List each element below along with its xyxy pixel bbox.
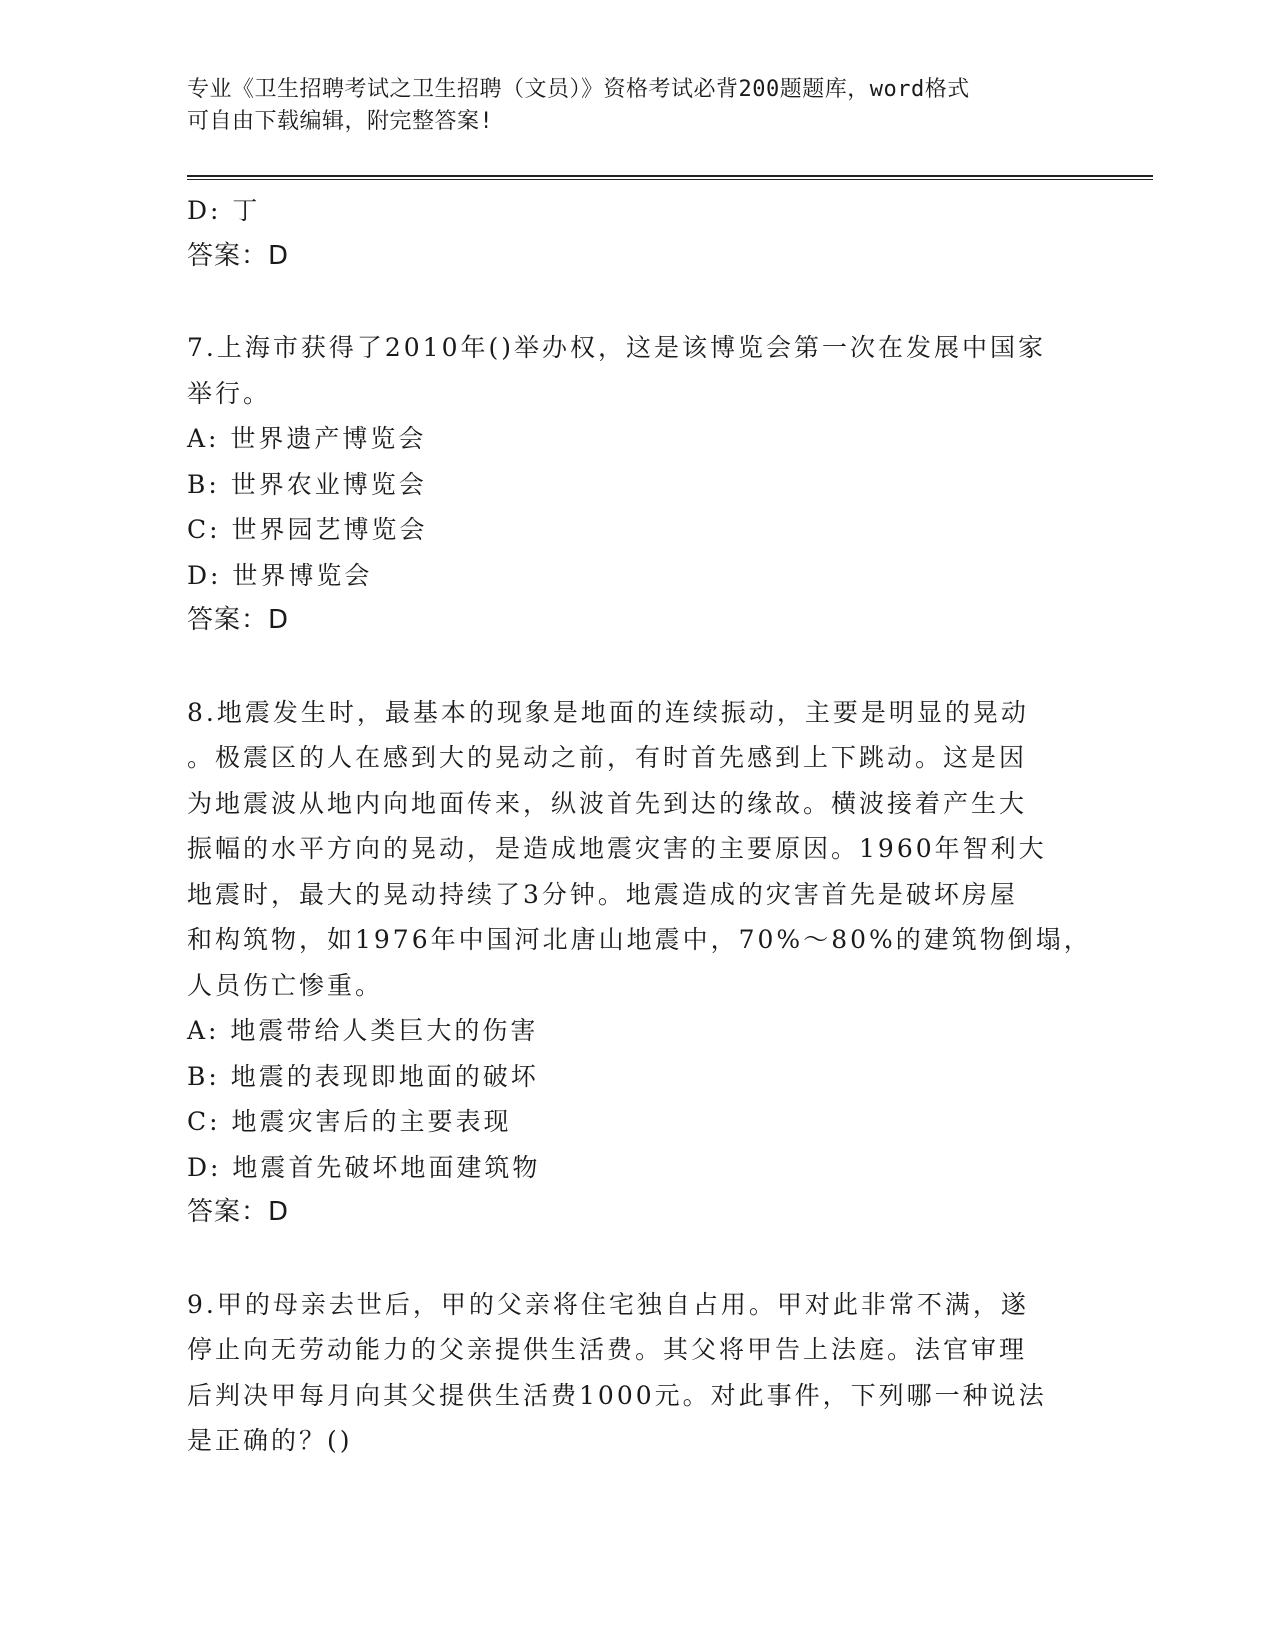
spacer xyxy=(187,279,1067,325)
option-b: B: 地震的表现即地面的破坏 xyxy=(187,1061,539,1091)
document-body xyxy=(187,188,1092,1464)
header-line-2: 可自由下载编辑，附完整答案! xyxy=(187,109,494,134)
question-line: 为地震波从地内向地面传来，纵波首先到达的缘故。横波接着产生大 xyxy=(187,788,1028,818)
question-line: 和构筑物，如1976年中国河北唐山地震中，70%～80%的建筑物倒塌， xyxy=(187,925,1092,954)
question-7 xyxy=(187,325,1067,644)
header-line-1: 专业《卫生招聘考试之卫生招聘（文员）》资格考试必背200题题库，word格式 xyxy=(187,77,970,102)
option-b: B: 世界农业博览会 xyxy=(187,469,427,499)
question-line: 地震时，最大的晃动持续了3分钟。地震造成的灾害首先是破坏房屋 xyxy=(187,879,1018,909)
question-8 xyxy=(187,690,1092,1236)
option-c: C: 世界园艺博览会 xyxy=(187,515,428,544)
question-text xyxy=(187,690,1092,1009)
question-line: 后判决甲每月向其父提供生活费1000元。对此事件，下列哪一种说法 xyxy=(187,1380,1047,1410)
question-9 xyxy=(187,1282,1067,1464)
spacer xyxy=(187,1236,1067,1282)
option-a: A: 世界遗产博览会 xyxy=(187,424,427,453)
option-d: D: 世界博览会 xyxy=(187,560,373,590)
option-a: A: 地震带给人类巨大的伤害 xyxy=(187,1016,539,1045)
option-d: D: 丁 xyxy=(187,196,261,225)
answer-line: 答案：D xyxy=(187,1197,290,1227)
question-line: 人员伤亡惨重。 xyxy=(187,970,384,1000)
question-line: 。极震区的人在感到大的晃动之前，有时首先感到上下跳动。这是因 xyxy=(187,743,1028,772)
question-line: 9.甲的母亲去世后，甲的父亲将住宅独自占用。甲对此非常不满，遂 xyxy=(187,1289,1029,1319)
question-line: 举行。 xyxy=(187,378,272,408)
option-d: D: 地震首先破坏地面建筑物 xyxy=(187,1152,541,1182)
document-header xyxy=(187,74,1067,138)
question-line: 停止向无劳动能力的父亲提供生活费。其父将甲告上法庭。法官审理 xyxy=(187,1335,1028,1364)
question-line: 振幅的水平方向的晃动，是造成地震灾害的主要原因。1960年智利大 xyxy=(187,834,1047,863)
question-line: 是正确的？() xyxy=(187,1426,353,1455)
answer-line: 答案：D xyxy=(187,240,290,271)
question-text xyxy=(187,325,1067,416)
answer-line: 答案：D xyxy=(187,605,290,635)
question-line: 7.上海市获得了2010年()举办权，这是该博览会第一次在发展中国家 xyxy=(187,333,1046,362)
spacer xyxy=(187,644,1067,690)
option-c: C: 地震灾害后的主要表现 xyxy=(187,1107,512,1136)
question-line: 8.地震发生时，最基本的现象是地面的连续振动，主要是明显的晃动 xyxy=(187,697,1029,727)
question-text xyxy=(187,1282,1067,1464)
question-6-tail xyxy=(187,188,1067,279)
header-divider xyxy=(187,175,1153,180)
